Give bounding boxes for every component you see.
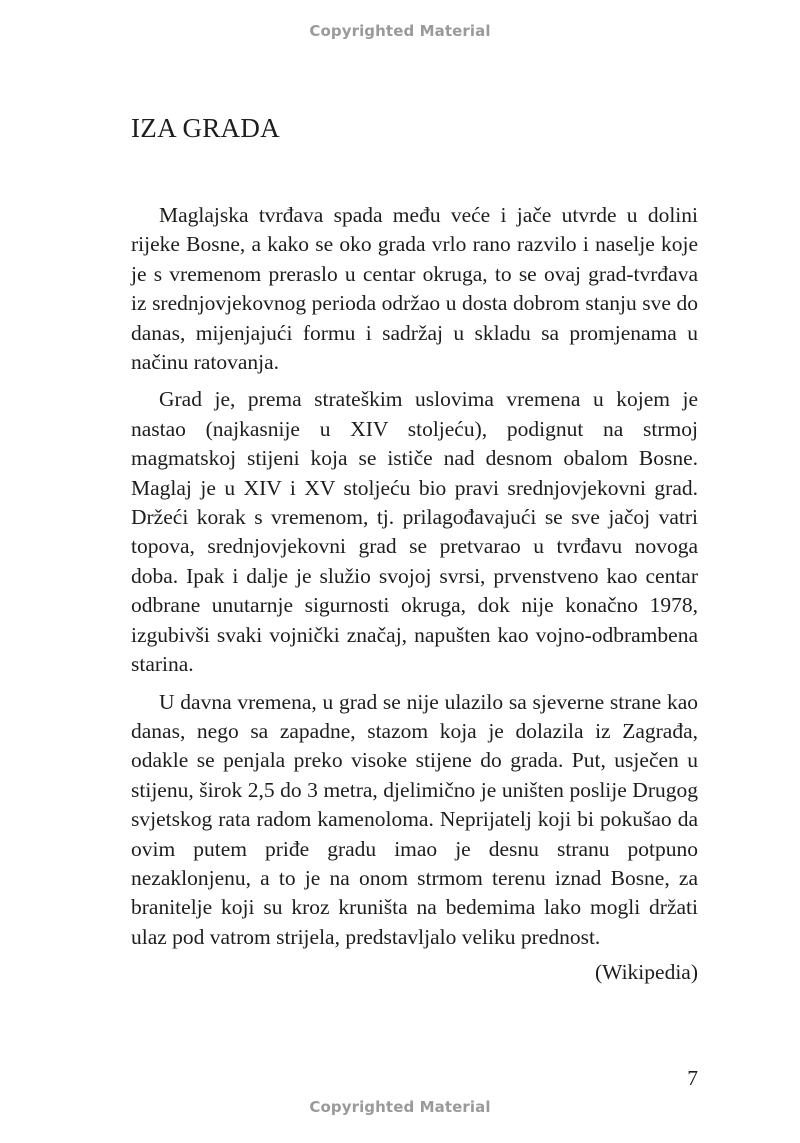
page-content <box>131 110 698 988</box>
paragraph-3: U davna vremena, u grad se nije ulazilo sa sjeverne strane kao danas, nego sa zapadne, stazom koja je dolazila iz Zagrađa, odakle se penjala preko visoke stijene do grada. Put, usječen u stijenu, širok 2,5 do 3 metra, djelimično je uništen poslije Drugog svjetskog rata radom kamenoloma. Neprijatelj koji bi pokušao da ovim putem priđe gradu imao je desnu stranu potpuno nezaklonjenu, a to je na onom strmom terenu iznad Bosne, za branitelje koji su kroz kruništa na bedemima lako mogli držati ulaz pod vatrom strijela, predstavljalo veliku prednost. <box>131 689 698 949</box>
chapter-title: IZA GRADA <box>131 113 280 143</box>
paragraph-2: Grad je, prema strateškim uslovima vremena u kojem je nastao (najkasnije u XIV stoljeću), podignut na strmoj magmatskoj stijeni koja se ističe nad desnom obalom Bosne. Maglaj je u XIV i XV stoljeću bio pravi srednjovjekovni grad. Držeći korak s vremenom, tj. prilagođavajući se sve jačoj vatri topova, srednjovjekovni grad se pretvarao u tvrđavu novoga doba. Ipak i dalje je služio svojoj svrsi, prvenstveno kao centar odbrane unutarnje sigurnosti okruga, dok nije konačno 1978, izgubivši svaki vojnički značaj, napušten kao vojno-odbrambena starina. <box>131 387 698 677</box>
chapter-body <box>131 201 698 988</box>
copyright-watermark-top: Copyrighted Material <box>309 22 491 40</box>
paragraph-1: Maglajska tvrđava spada među veće i jače utvrde u dolini rijeke Bosne, a kako se oko grada vrlo rano razvilo i naselje koje je s vremenom preraslo u centar okruga, to se ovaj grad-tvrđava iz srednjovjekovnog perioda održao u dosta dobrom stanju sve do danas, mijenjajući formu i sadržaj u skladu sa promjenama u načinu ratovanja. <box>131 203 698 375</box>
source-citation: (Wikipedia) <box>594 960 698 985</box>
page-number: 7 <box>687 1066 698 1090</box>
copyright-watermark-bottom: Copyrighted Material <box>309 1098 491 1116</box>
